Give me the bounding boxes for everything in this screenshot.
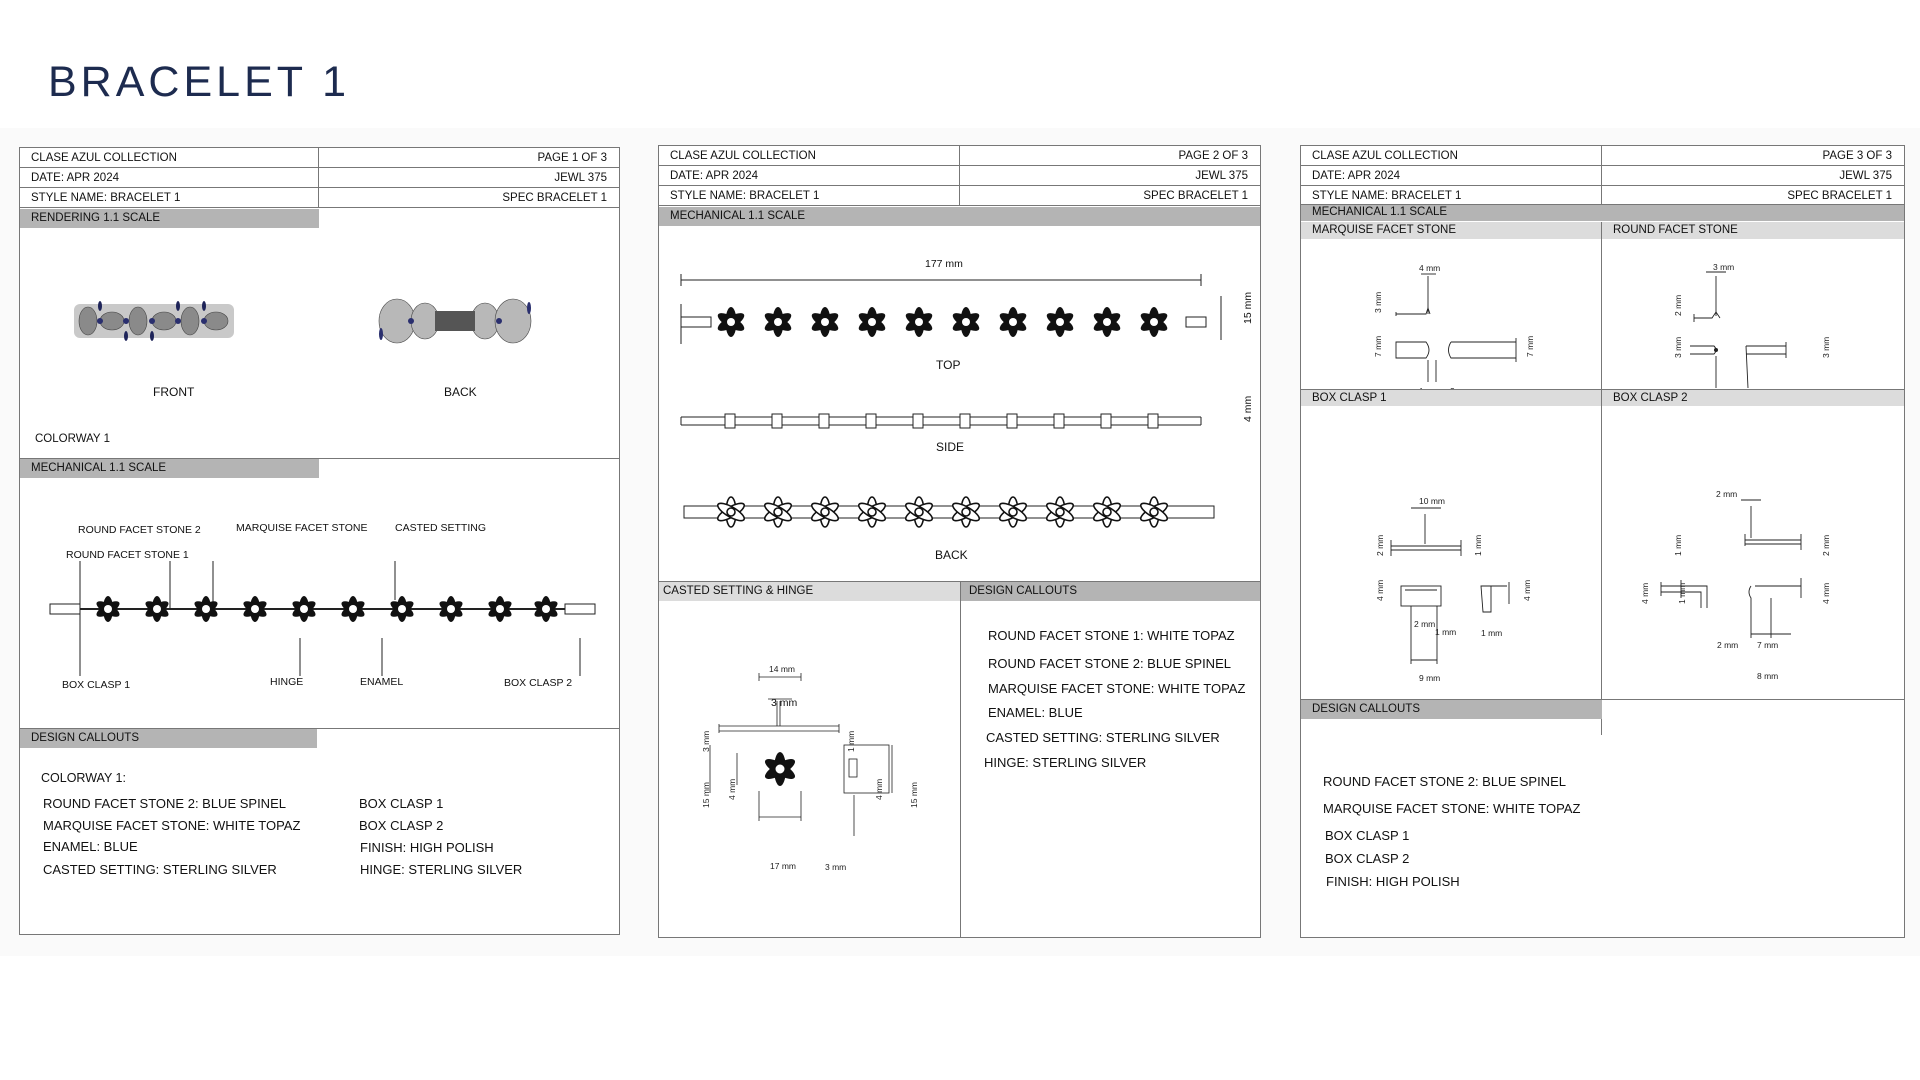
top-view-label: TOP (936, 358, 961, 372)
design-left-item: ROUND FACET STONE 2: BLUE SPINEL (43, 796, 286, 811)
box1-dim: 4 mm (1522, 579, 1532, 601)
section-mechanical: MECHANICAL 1.1 SCALE (20, 459, 319, 478)
callout-box-clasp-1: BOX CLASP 1 (62, 679, 131, 691)
box2-dim: 1 mm (1673, 534, 1683, 556)
round-dim: 2 mm (1673, 294, 1683, 316)
callout-round-stone-2: ROUND FACET STONE 2 (78, 524, 201, 536)
callout-marquise-stone: MARQUISE FACET STONE (236, 522, 368, 534)
side-view-label: SIDE (936, 440, 965, 454)
detail-dim: 14 mm (769, 664, 795, 674)
box2-dim: 4 mm (1821, 582, 1831, 604)
page-number: PAGE 1 OF 3 (537, 152, 607, 164)
bracelet-top-view (681, 274, 1241, 354)
spec-sheet-page-3 (1300, 145, 1905, 938)
section-design-callouts: DESIGN CALLOUTS (1301, 700, 1602, 719)
style-name: STYLE NAME: BRACELET 1 (31, 192, 181, 204)
design-item: ENAMEL: BLUE (988, 705, 1083, 720)
box2-dim: 8 mm (1757, 671, 1779, 681)
section-round-stone: ROUND FACET STONE (1602, 222, 1905, 239)
box2-dim: 1 mm (1677, 582, 1687, 604)
box2-dim: 2 mm (1821, 534, 1831, 556)
round-dim: 3 mm (1673, 336, 1683, 358)
design-item: BOX CLASP 1 (1325, 828, 1410, 843)
box-clasp-1-drawing (1381, 504, 1531, 674)
box1-dim: 1 mm (1481, 628, 1503, 638)
spec-sheet-page-2 (658, 145, 1261, 938)
round-stone-drawing (1686, 270, 1836, 396)
header-row (1301, 146, 1904, 166)
design-item: HINGE: STERLING SILVER (984, 755, 1147, 770)
section-design-callouts: DESIGN CALLOUTS (960, 582, 1261, 601)
bracelet-mechanical-drawing (50, 528, 610, 688)
box2-dim: 4 mm (1640, 582, 1650, 604)
box1-dim: 9 mm (1419, 673, 1441, 683)
marquise-dim: 7 mm (1525, 335, 1535, 357)
header-row (20, 188, 619, 208)
callout-casted-setting: CASTED SETTING (395, 522, 487, 534)
design-right-item: BOX CLASP 2 (359, 818, 444, 833)
detail-dim: 4 mm (874, 778, 884, 800)
back-view-label: BACK (935, 548, 968, 562)
callout-round-stone-1: ROUND FACET STONE 1 (66, 549, 189, 561)
round-dim: 3 mm (1821, 336, 1831, 358)
dim-width: 15 mm (1242, 291, 1254, 324)
section-design-callouts: DESIGN CALLOUTS (20, 729, 317, 748)
design-right-item: FINISH: HIGH POLISH (360, 840, 494, 855)
page-number: PAGE 2 OF 3 (1178, 150, 1248, 162)
section-mechanical: MECHANICAL 1.1 SCALE (659, 207, 1260, 226)
box-clasp-2-drawing (1651, 498, 1826, 668)
dim-side: 4 mm (1242, 395, 1254, 422)
section-casted-setting: CASTED SETTING & HINGE (659, 582, 960, 601)
box2-dim: 7 mm (1757, 640, 1779, 650)
header-row (659, 166, 1260, 186)
design-left-item: ENAMEL: BLUE (43, 839, 138, 854)
box1-dim: 1 mm (1473, 534, 1483, 556)
box2-dim: 2 mm (1717, 640, 1739, 650)
style-name: STYLE NAME: BRACELET 1 (670, 190, 820, 202)
box1-dim: 1 mm (1435, 627, 1457, 637)
round-dim: 3 mm (1713, 262, 1735, 272)
header-row (1301, 186, 1904, 205)
date-label: DATE: APR 2024 (31, 172, 119, 184)
callout-box-clasp-2: BOX CLASP 2 (504, 677, 573, 689)
section-box-clasp-1: BOX CLASP 1 (1301, 390, 1601, 406)
page-title: BRACELET 1 (48, 58, 351, 106)
box1-dim: 2 mm (1414, 619, 1436, 629)
design-item: BOX CLASP 2 (1325, 851, 1410, 866)
collection-name: CLASE AZUL COLLECTION (31, 152, 177, 164)
detail-dim: 1 mm (846, 730, 856, 752)
detail-dim: 15 mm (701, 782, 711, 808)
box1-dim: 4 mm (1375, 579, 1385, 601)
box2-dim: 2 mm (1716, 489, 1738, 499)
back-label: BACK (444, 385, 477, 399)
spec-name: SPEC BRACELET 1 (502, 192, 607, 204)
box1-dim: 10 mm (1419, 496, 1445, 506)
header-row (659, 186, 1260, 206)
section-marquise-stone: MARQUISE FACET STONE (1301, 222, 1601, 239)
design-right-item: HINGE: STERLING SILVER (360, 862, 523, 877)
marquise-stone-drawing (1376, 272, 1536, 384)
design-heading: COLORWAY 1: (41, 771, 126, 785)
style-name: STYLE NAME: BRACELET 1 (1312, 190, 1462, 202)
design-item: MARQUISE FACET STONE: WHITE TOPAZ (1323, 801, 1581, 816)
front-label: FRONT (153, 385, 195, 399)
callout-enamel: ENAMEL (360, 676, 404, 688)
detail-dim: 4 mm (727, 778, 737, 800)
detail-dim: 3 mm (771, 697, 798, 709)
spec-name: SPEC BRACELET 1 (1143, 190, 1248, 202)
collection-name: CLASE AZUL COLLECTION (1312, 150, 1458, 162)
design-item: ROUND FACET STONE 2: BLUE SPINEL (1323, 774, 1566, 789)
marquise-dim: 7 mm (1373, 335, 1383, 357)
bracelet-side-view (681, 411, 1221, 431)
marquise-dim: 3 mm (1373, 291, 1383, 313)
header-row (20, 168, 619, 188)
design-item: CASTED SETTING: STERLING SILVER (986, 730, 1220, 745)
design-left-item: MARQUISE FACET STONE: WHITE TOPAZ (43, 818, 301, 833)
date-label: DATE: APR 2024 (1312, 170, 1400, 182)
detail-dim: 3 mm (825, 862, 847, 872)
spec-sheet-page-1 (19, 147, 620, 935)
section-mechanical: MECHANICAL 1.1 SCALE (1301, 205, 1904, 221)
date-label: DATE: APR 2024 (670, 170, 758, 182)
marquise-dim: 4 mm (1419, 263, 1441, 273)
product-code: JEWL 375 (554, 172, 607, 184)
section-rendering: RENDERING 1.1 SCALE (20, 209, 319, 228)
detail-dim: 17 mm (770, 861, 796, 871)
product-code: JEWL 375 (1839, 170, 1892, 182)
collection-name: CLASE AZUL COLLECTION (670, 150, 816, 162)
box1-dim: 2 mm (1375, 534, 1385, 556)
callout-hinge: HINGE (270, 676, 304, 688)
design-left-item: CASTED SETTING: STERLING SILVER (43, 862, 277, 877)
bracelet-back-rendering (375, 294, 535, 348)
design-item: MARQUISE FACET STONE: WHITE TOPAZ (988, 681, 1246, 696)
design-item: FINISH: HIGH POLISH (1326, 874, 1460, 889)
section-box-clasp-2: BOX CLASP 2 (1602, 390, 1905, 406)
header-row (20, 148, 619, 168)
bracelet-back-view (684, 483, 1214, 543)
design-item: ROUND FACET STONE 2: BLUE SPINEL (988, 656, 1231, 671)
bracelet-front-rendering (74, 296, 234, 346)
casted-setting-detail-drawing (709, 671, 909, 871)
header-row (659, 146, 1260, 166)
detail-dim: 15 mm (909, 782, 919, 808)
page-number: PAGE 3 OF 3 (1822, 150, 1892, 162)
design-item: ROUND FACET STONE 1: WHITE TOPAZ (988, 628, 1235, 643)
spec-name: SPEC BRACELET 1 (1787, 190, 1892, 202)
colorway-label: COLORWAY 1 (35, 433, 110, 445)
detail-dim: 3 mm (701, 730, 711, 752)
dim-length: 177 mm (925, 258, 963, 270)
product-code: JEWL 375 (1195, 170, 1248, 182)
header-row (1301, 166, 1904, 186)
design-right-item: BOX CLASP 1 (359, 796, 444, 811)
